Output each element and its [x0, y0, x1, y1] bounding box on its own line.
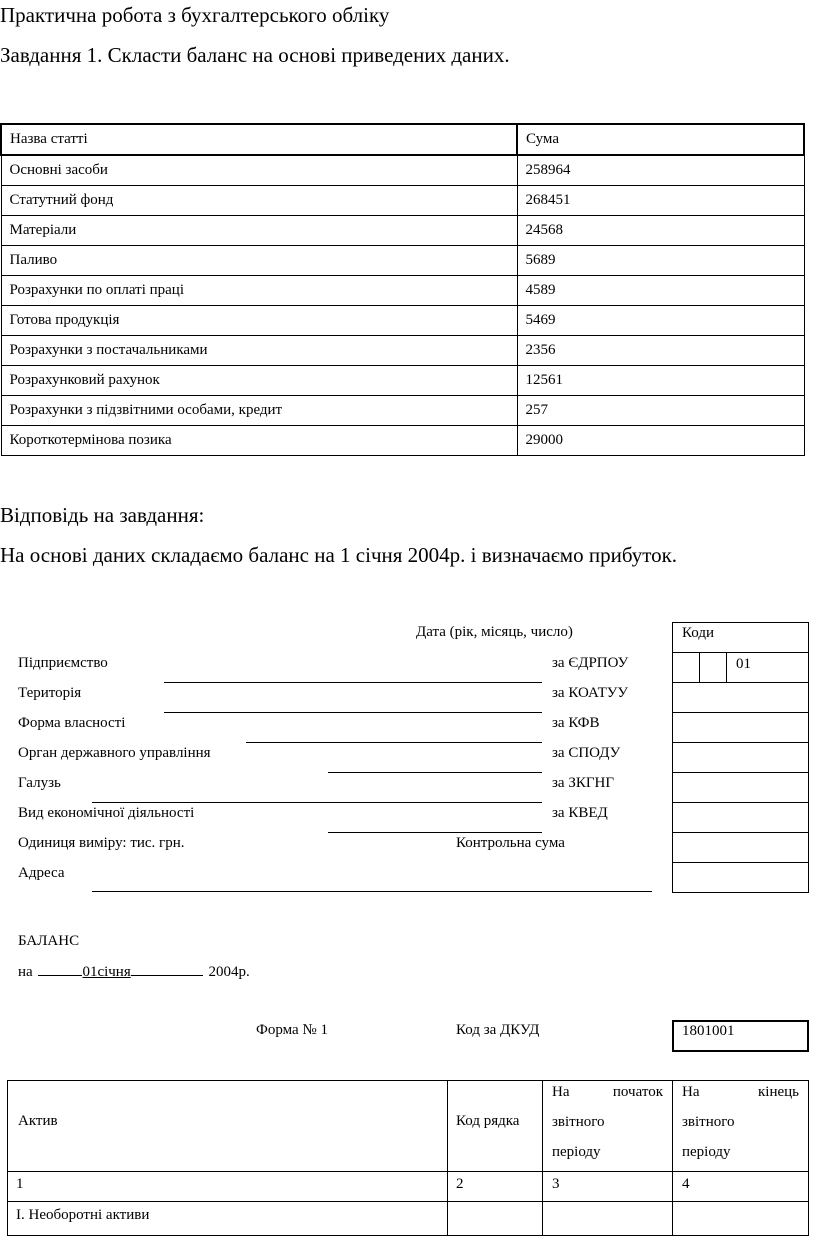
answer-heading: Відповідь на завдання:	[0, 503, 205, 527]
underline	[328, 772, 542, 773]
underline	[131, 963, 203, 976]
codes-header-cell	[672, 622, 809, 653]
answer-text: На основі даних складаємо баланс на 1 січня 2004р. і визначаємо прибуток.	[0, 543, 678, 567]
item-name-cell: Матеріали	[1, 215, 517, 245]
page-title: Практична робота з бухгалтерського обліку	[0, 3, 390, 27]
dkud-cell	[672, 1020, 809, 1052]
code-koatuu: за КОАТУУ	[552, 685, 628, 701]
column-number-4: 4	[682, 1176, 690, 1192]
form-number: Форма № 1	[256, 1022, 328, 1038]
column-header-start-word1: На	[552, 1084, 570, 1100]
task-statement: Завдання 1. Скласти баланс на основі приведених даних.	[0, 43, 510, 67]
item-sum-cell: 2356	[517, 335, 804, 365]
table-row	[1, 185, 804, 215]
field-authority: Орган державного управління	[18, 745, 211, 761]
column-header-start-word2: початок	[612, 1084, 663, 1100]
item-name-cell: Короткотермінова позика	[1, 425, 517, 455]
column-header-sum: Сума	[517, 124, 804, 155]
period-end-header-cell	[672, 1080, 809, 1172]
column-header-end-word1: На	[682, 1084, 700, 1100]
codes-label: Коди	[682, 625, 714, 641]
date-label: Дата (рік, місяць, число)	[416, 624, 573, 640]
codes-cell	[672, 802, 809, 833]
codes-cell	[672, 862, 809, 893]
data-table	[0, 123, 805, 456]
codes-cell	[726, 652, 809, 683]
item-name-cell: Паливо	[1, 245, 517, 275]
column-header-start-word3: звітного	[552, 1114, 605, 1130]
table-row	[1, 215, 804, 245]
codes-value: 01	[736, 656, 751, 672]
codes-cell	[672, 712, 809, 743]
item-name-cell: Розрахунки з підзвітними особами, кредит	[1, 395, 517, 425]
section-row-cell	[7, 1201, 448, 1236]
codes-cell	[672, 742, 809, 773]
column-header-row-code: Код рядка	[456, 1113, 520, 1129]
underline	[164, 682, 542, 683]
field-territory: Територія	[18, 685, 82, 701]
underline	[164, 712, 542, 713]
balance-date-prefix: на	[18, 964, 33, 980]
item-name-cell: Основні засоби	[1, 155, 517, 185]
codes-cell	[672, 832, 809, 863]
column-number-cell	[672, 1171, 809, 1202]
balance-date-day-month: 01січня	[82, 964, 131, 980]
balance-date	[18, 963, 250, 981]
code-zkgng: за ЗКГНГ	[552, 775, 615, 791]
table-row	[1, 155, 804, 185]
section-row-cell	[672, 1201, 809, 1236]
item-sum-cell: 258964	[517, 155, 804, 185]
field-enterprise: Підприємство	[18, 655, 108, 671]
table-row	[1, 365, 804, 395]
item-sum-cell: 268451	[517, 185, 804, 215]
codes-cell	[672, 682, 809, 713]
code-kfv: за КФВ	[552, 715, 600, 731]
item-name-cell: Розрахунки по оплаті праці	[1, 275, 517, 305]
underline	[38, 963, 82, 976]
column-header-end-word2: кінець	[757, 1084, 799, 1100]
item-name-cell: Готова продукція	[1, 305, 517, 335]
item-sum-cell: 24568	[517, 215, 804, 245]
table-row	[1, 395, 804, 425]
codes-cell	[672, 652, 700, 683]
balance-title: БАЛАНС	[18, 933, 80, 949]
column-number-cell	[542, 1171, 673, 1202]
item-sum-cell: 12561	[517, 365, 804, 395]
underline	[246, 742, 542, 743]
codes-cell	[699, 652, 727, 683]
table-row	[1, 305, 804, 335]
underline	[92, 802, 542, 803]
underline	[328, 832, 542, 833]
underline	[92, 891, 652, 892]
section-non-current-assets: І. Необоротні активи	[16, 1207, 150, 1223]
dkud-value: 1801001	[682, 1023, 735, 1039]
field-ownership: Форма власності	[18, 715, 126, 731]
balance-date-year: 2004р.	[208, 964, 250, 980]
table-row	[1, 425, 804, 455]
table-row	[1, 245, 804, 275]
table-row	[1, 335, 804, 365]
field-unit: Одиниця виміру: тис. грн.	[18, 835, 185, 851]
period-start-header-cell	[542, 1080, 673, 1172]
item-name-cell: Розрахунки з постачальниками	[1, 335, 517, 365]
item-sum-cell: 29000	[517, 425, 804, 455]
control-sum-label: Контрольна сума	[456, 835, 565, 851]
item-sum-cell: 5689	[517, 245, 804, 275]
column-number-cell	[7, 1171, 448, 1202]
column-header-asset: Актив	[18, 1113, 58, 1129]
code-edrpou: за ЄДРПОУ	[552, 655, 629, 671]
column-header-end-word3: звітного	[682, 1114, 735, 1130]
column-number-2: 2	[456, 1176, 464, 1192]
dkud-label: Код за ДКУД	[456, 1022, 540, 1038]
item-sum-cell: 257	[517, 395, 804, 425]
item-sum-cell: 4589	[517, 275, 804, 305]
item-name-cell: Розрахунковий рахунок	[1, 365, 517, 395]
table-row	[1, 275, 804, 305]
section-row-cell	[447, 1201, 543, 1236]
field-address: Адреса	[18, 865, 65, 881]
code-spodu: за СПОДУ	[552, 745, 621, 761]
asset-header-cell	[7, 1080, 448, 1172]
column-number-1: 1	[16, 1176, 24, 1192]
column-number-3: 3	[552, 1176, 560, 1192]
section-row-cell	[542, 1201, 673, 1236]
code-kved: за КВЕД	[552, 805, 608, 821]
column-header-name: Назва статті	[1, 124, 517, 155]
table-header-row	[1, 124, 804, 155]
row-code-header-cell	[447, 1080, 543, 1172]
column-header-end-word4: періоду	[682, 1144, 731, 1160]
column-number-cell	[447, 1171, 543, 1202]
codes-cell	[672, 772, 809, 803]
column-header-start-word4: періоду	[552, 1144, 601, 1160]
item-name-cell: Статутний фонд	[1, 185, 517, 215]
item-sum-cell: 5469	[517, 305, 804, 335]
field-activity: Вид економічної діяльності	[18, 805, 195, 821]
field-branch: Галузь	[18, 775, 61, 791]
